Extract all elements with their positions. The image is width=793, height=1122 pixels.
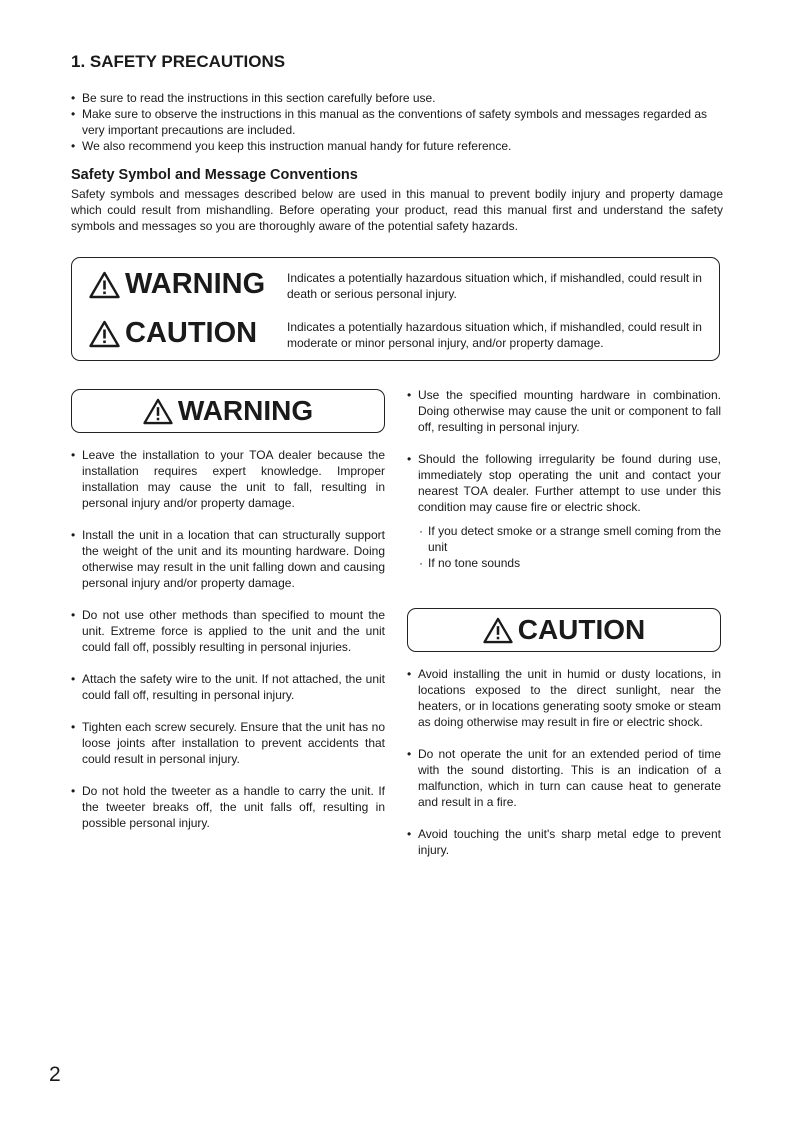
caution-list bbox=[407, 666, 721, 874]
page-title: 1. SAFETY PRECAUTIONS bbox=[71, 52, 286, 71]
warning-header-box bbox=[71, 389, 385, 433]
caution-item: • Avoid installing the unit in humid or dusty locations, in locations exposed to the direct sunlight, near the heaters, or in locations generating sooty smoke or steam as doing otherwise may result in fire or electric shock. bbox=[407, 666, 721, 730]
warning-item: • Tighten each screw securely. Ensure that the unit has no loose joints after installation to prevent accidents that could result in personal injury. bbox=[71, 719, 385, 767]
warning-sub-item: · If no tone sounds bbox=[407, 555, 721, 571]
caution-signal-word: CAUTION bbox=[125, 317, 258, 349]
caution-item: • Do not operate the unit for an extended period of time with the sound distorting. This is an indication of a malfunction, which in turn can cause heat to generate and result in a fire. bbox=[407, 746, 721, 810]
caution-triangle-icon bbox=[483, 617, 513, 644]
intro-item: • Make sure to observe the instructions in this manual as the conventions of safety symbols and messages regarded as very important precautions are included. bbox=[71, 106, 723, 138]
intro-item: • Be sure to read the instructions in this section carefully before use. bbox=[71, 90, 723, 106]
warning-signal-word: WARNING bbox=[125, 268, 266, 300]
warning-item: • Do not hold the tweeter as a handle to carry the unit. If the tweeter breaks off, the unit falls off, resulting in possible personal injury. bbox=[71, 783, 385, 831]
warning-item: • Should the following irregularity be found during use, immediately stop operating the unit and contact your nearest TOA dealer. Further attempt to use under this condition may cause fire or electric shock. bbox=[407, 451, 721, 515]
conventions-text: Safety symbols and messages described below are used in this manual to prevent bodily injury and property damage which could result from mishandling. Before operating your product, read this manual first and understand the safety symbols and messages so you are thoroughly aware of the potential safety hazards. bbox=[71, 187, 723, 233]
page-number: 2 bbox=[49, 1063, 61, 1086]
caution-signal bbox=[89, 319, 257, 348]
warning-list-right bbox=[407, 387, 721, 571]
caution-triangle-icon bbox=[89, 320, 120, 348]
warning-signal bbox=[89, 270, 265, 299]
warning-sub-item: · If you detect smoke or a strange smell coming from the unit bbox=[407, 523, 721, 555]
caution-title: CAUTION bbox=[517, 614, 646, 645]
warning-header bbox=[143, 397, 313, 425]
warning-triangle-icon bbox=[89, 271, 120, 299]
caution-header bbox=[483, 616, 646, 644]
warning-definition: Indicates a potentially hazardous situation which, if mishandled, could result in death or serious personal injury. bbox=[287, 271, 702, 301]
warning-list-left bbox=[71, 447, 385, 847]
warning-item: • Do not use other methods than specified to mount the unit. Extreme force is applied to the unit and the unit could fall off, possibly resulting in personal injuries. bbox=[71, 607, 385, 655]
warning-item: • Attach the safety wire to the unit. If not attached, the unit could fall off, resulting in personal injury. bbox=[71, 671, 385, 703]
warning-title: WARNING bbox=[177, 395, 314, 426]
intro-list bbox=[71, 90, 723, 154]
caution-header-box bbox=[407, 608, 721, 652]
warning-item: • Install the unit in a location that can structurally support the weight of the unit and its mounting hardware. Doing otherwise may result in the unit falling down and causing personal injury and/or property damage. bbox=[71, 527, 385, 591]
caution-definition: Indicates a potentially hazardous situation which, if mishandled, could result in moderate or minor personal injury, and/or property damage. bbox=[287, 320, 702, 350]
warning-triangle-icon bbox=[143, 398, 173, 425]
caution-item: • Avoid touching the unit's sharp metal edge to prevent injury. bbox=[407, 826, 721, 858]
signal-definitions-box bbox=[71, 257, 720, 361]
conventions-heading: Safety Symbol and Message Conventions bbox=[71, 167, 358, 183]
warning-item: • Leave the installation to your TOA dealer because the installation requires expert knowledge. Improper installation may cause the unit to fall, resulting in personal injury and/or property damage. bbox=[71, 447, 385, 511]
intro-item: • We also recommend you keep this instruction manual handy for future reference. bbox=[71, 138, 723, 154]
warning-item: • Use the specified mounting hardware in combination. Doing otherwise may cause the unit or component to fall off, resulting in personal injury. bbox=[407, 387, 721, 435]
